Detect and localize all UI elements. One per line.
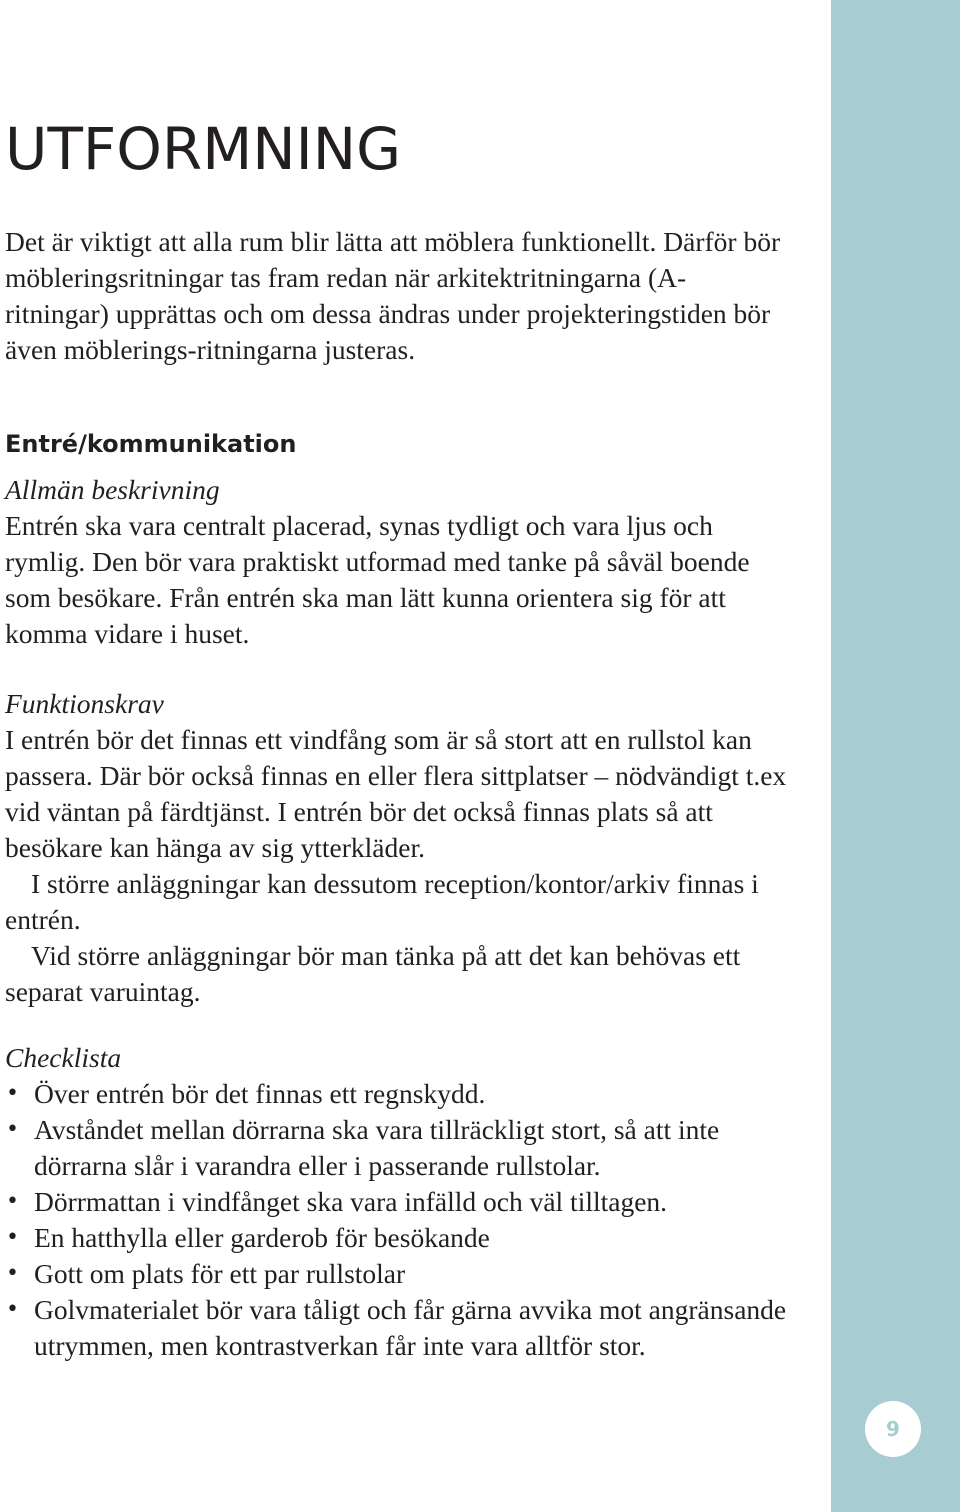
checklist-item-text: Avståndet mellan dörrarna ska vara tillräckligt stort, så att inte dörrarna slår i varandra eller i passerande rullstolar. [34, 1114, 720, 1181]
checklist-block [5, 1040, 795, 1364]
requirements-paragraph: I större anläggningar kan dessutom reception/kontor/arkiv finnas i entrén. [5, 868, 759, 935]
description-text: Entrén ska vara centralt placerad, synas tydligt och vara ljus och rymlig. Den bör vara praktiskt utformad med tanke på såväl boende som besökare. Från entrén ska man lätt kunna orientera sig för att komma vidare i huset. [5, 510, 750, 649]
bullet-icon: • [6, 1081, 19, 1106]
requirements-paragraph: I entrén bör det finnas ett vindfång som är så stort att en rullstol kan passera. Där bör också finnas en eller flera sittplatser – nödvändigt t.ex vid väntan på färdtjänst. I entrén bör det också finnas plats så att besökare kan hänga av sig ytterkläder. [5, 724, 787, 863]
bullet-icon: • [6, 1225, 19, 1250]
checklist-item-text: Gott om plats för ett par rullstolar [34, 1258, 406, 1289]
checklist-item [5, 1184, 795, 1220]
bullet-icon: • [6, 1261, 19, 1286]
section-heading: Entré/kommunikation [5, 430, 297, 458]
requirements-heading: Funktionskrav [5, 688, 164, 719]
checklist [5, 1076, 795, 1364]
checklist-item-text: Dörrmattan i vindfånget ska vara infälld och väl tilltagen. [34, 1186, 668, 1217]
side-color-band [831, 0, 960, 1512]
checklist-item [5, 1220, 795, 1256]
page-title: UTFORMNING [5, 115, 402, 183]
checklist-item [5, 1112, 795, 1184]
intro-paragraph: Det är viktigt att alla rum blir lätta att möblera funktionellt. Därför bör möbleringsritningar tas fram redan när arkitektritningarna (A-ritningar) upprättas och om dessa ändras under projekteringstiden bör även möblerings-ritningarna justeras. [5, 226, 781, 365]
description-block [5, 472, 795, 652]
bullet-icon: • [6, 1117, 19, 1142]
bullet-icon: • [6, 1189, 19, 1214]
checklist-item [5, 1256, 795, 1292]
description-heading: Allmän beskrivning [5, 474, 220, 505]
page-number: 9 [886, 1417, 900, 1441]
checklist-item-text: Golvmaterialet bör vara tåligt och får gärna avvika mot angränsande utrymmen, men kontrastverkan får inte vara alltför stor. [34, 1294, 787, 1361]
checklist-item [5, 1292, 795, 1364]
page-number-badge [865, 1401, 921, 1457]
bullet-icon: • [6, 1297, 19, 1322]
checklist-heading: Checklista [5, 1042, 122, 1073]
requirements-block [5, 686, 795, 1010]
checklist-item-text: Över entrén bör det finnas ett regnskydd. [34, 1078, 486, 1109]
checklist-item [5, 1076, 795, 1112]
requirements-paragraph: Vid större anläggningar bör man tänka på att det kan behövas ett separat varuintag. [5, 940, 741, 1007]
checklist-item-text: En hatthylla eller garderob för besökande [34, 1222, 490, 1253]
